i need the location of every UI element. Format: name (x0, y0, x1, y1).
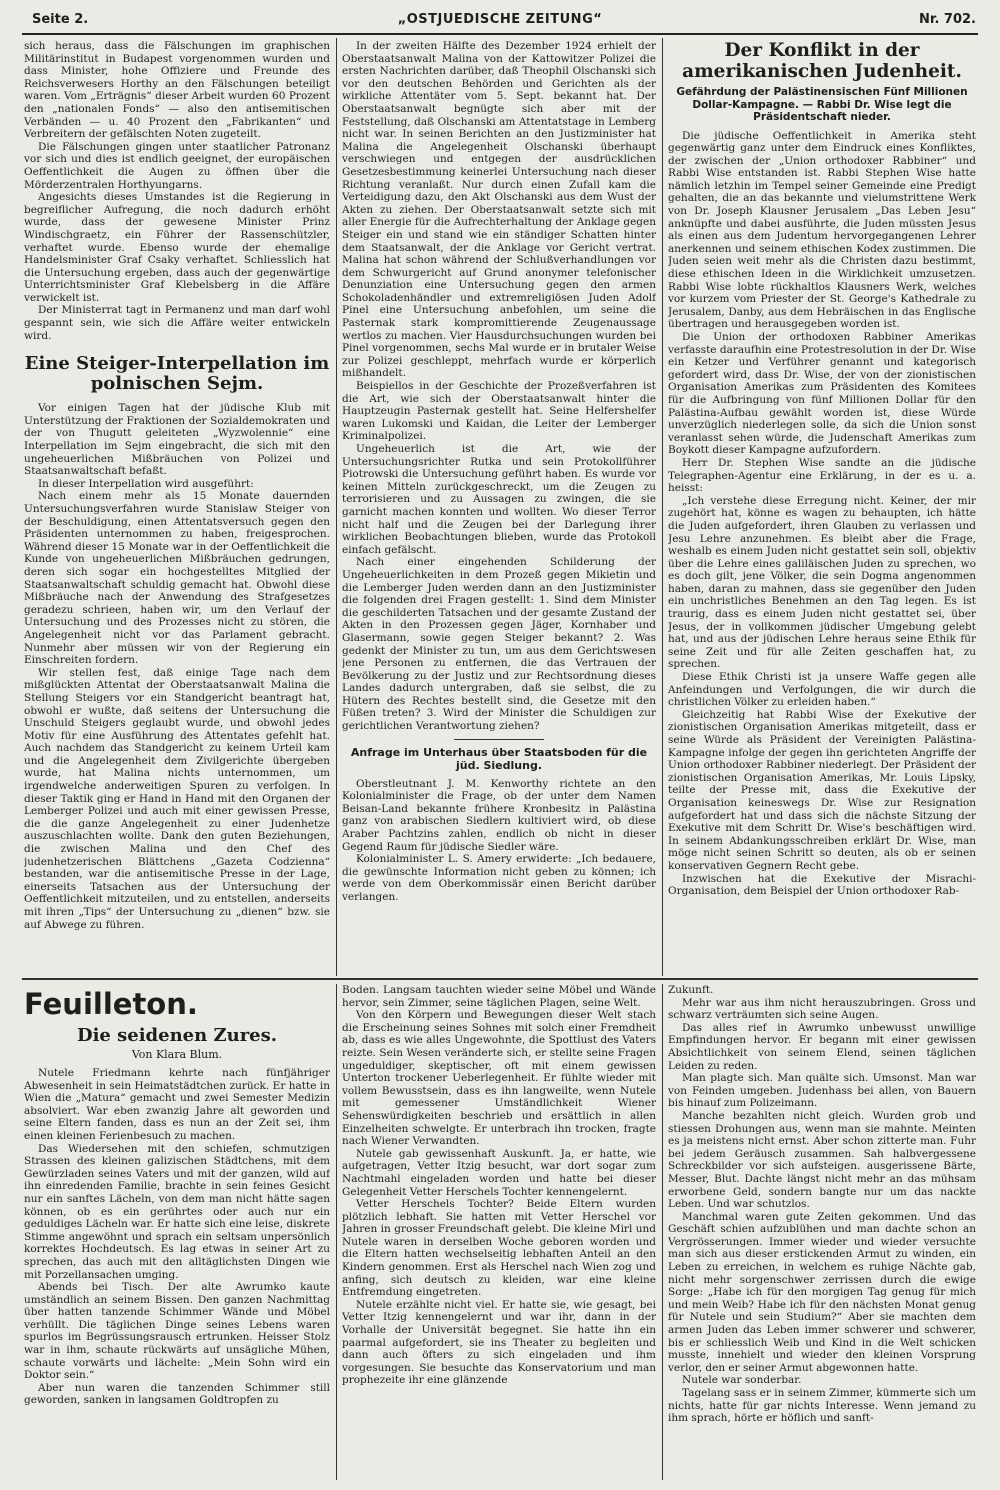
column-divider (662, 984, 663, 1480)
story-author: Von Klara Blum. (131, 1048, 223, 1061)
article-paragraph: Herr Dr. Stephen Wise sandte an die jüdische Telegraphen-Agentur eine Erklärung, in der es u. a. heisst: (668, 456, 976, 495)
article-paragraph: Nach einer eingehenden Schilderung der Ungeheuerlichkeiten in dem Prozeß gegen Mikietin und die Lemberger Juden werden dann an den Justizminister die folgenden drei Fragen gestellt: 1. Sind dem Minister die geschilderten Tatsachen und der gesamte Zustand der Akten in den Prozessen gegen Jäger, Kornhaber und Glasermann, sowie gegen Steiger bekannt? 2. Was gedenkt der Minister zu tun, um aus dem Gerichtswesen jene Personen zu entfernen, die das Vertrauen der Bevölkerung zu der Justiz und zur Rechtsordnung dieses Landes dadurch untergraben, daß sie selbst, die zu Hütern des Rechtes bestellt sind, die Gesetze mit den Füßen treten? 3. Wird der Minister die Schuldigen zur gerichtlichen Verantwortung ziehen? (342, 556, 656, 733)
anfrage-headline: Anfrage im Unterhaus über Staatsboden für die jüd. Siedlung. (350, 745, 648, 772)
article-paragraph: sich heraus, dass die Fälschungen im graphischen Militärinstitut in Budapest vorgenommen wurden und dass Minister, hohe Offiziere und Freunde des Reichsverwesers Horthy an den Fälschungen beteiligt waren. Vom „Erträgnis“ dieser Arbeit wurden 60 Prozent den „nationalen Fonds“ — also den antisemitischen Verbänden — u. 40 Prozent den „Fabrikanten“ und Verbreitern der gefälschten Noten zugeteilt. (24, 40, 330, 141)
column-2-upper (342, 40, 656, 974)
story-paragraph: Von den Körpern und Bewegungen dieser Welt stach die Erscheinung seines Sohnes mit solch einer Fremdheit ab, dass es wie alles Ungewohnte, die Spottlust des Vaters reizte. Sein Wesen veränderte sich, er stellte seine Fragen ungeduldiger, skeptischer, oft mit einem gewissen Unterton trockener Ueberlegenheit. Er fühlte wieder mit vollem Bewusstsein, dass es ihn langweilte, wenn Nutele mit gemessener Umständlichkeit Wiener Sehenswürdigkeiten beschrieb und ersättlich in allen Einzelheiten schwelgte. Er unterbrach ihn trocken, fragte nach Wiener Verwandten. (342, 1009, 656, 1148)
konflikt-headline: Der Konflikt in der amerikanischen Judenheit. (682, 40, 962, 82)
column-1-upper (24, 40, 330, 974)
story-paragraph: Abends bei Tisch. Der alte Awrumko kaute umständlich an seinem Bissen. Den ganzen Nachmittag über hatten tanzende Schimmer Wände und Möbel verhüllt. Die täglichen Dinge seines Lebens waren spurlos im Begrüssungsrausch ertrunken. Heisser Stolz war in ihm, schaute rückwärts auf unsägliche Mühen, schaute vorwärts und lächelte: „Mein Sohn wird ein Doktor sein.“ (24, 1281, 330, 1382)
article-paragraph: Wir stellen fest, daß einige Tage nach dem mißglückten Attentat der Oberstaatsanwalt Malina die Stellung Steigers vor ein Standgericht beantragt hat, obwohl er wußte, daß seitens der Untersuchung die Unschuld Steigers geglaubt wurde, und obwohl jedes Motiv für eine Ausführung des Attentates gefehlt hat. Auch nachdem das Standgericht zu keinem Urteil kam und die Angelegenheit dem Zivilgerichte übergeben wurde, hat Malina nichts unternommen, um irgendwelche anderweitigen Spuren zu verfolgen. In dieser Taktik ging er Hand in Hand mit den Organen der Lemberger Polizei und auch mit einer gewissen Presse, die die ganze Angelegenheit zu einer Judenhetze auszuschlachten wollte. Dank den guten Beziehungen, die zwischen Malina und den Chef des judenhetzerischen Blättchens „Gazeta Codzienna“ bestanden, war die antisemitische Presse in der Lage, einerseits Tatsachen aus der Untersuchung der Oeffentlichkeit mitzuteilen, und zu entstellen, anderseits mit ihren „Tips“ der Untersuchung zu „dienen“ bzw. sie auf Abwege zu führen. (24, 666, 330, 931)
article-paragraph: Angesichts dieses Umstandes ist die Regierung in begreiflicher Aufregung, die noch dadurch erhöht wurde, dass der gewesene Minister Prinz Windischgraetz, ein Führer der Rassenschützler, verhaftet wurde. Ebenso wurde der ehemalige Handelsminister Graf Csaky verhaftet. Schliesslich hat die Untersuchung ergeben, dass auch der gegenwärtige Unterrichtsminister Graf Klebelsberg in die Affäre verwickelt ist. (24, 191, 330, 304)
article-paragraph: Ungeheuerlich ist die Art, wie der Untersuchungsrichter Rutka und sein Protokollführer Piotrowski die Untersuchung geführt haben. Es wurde vor keinen Mitteln zurückgeschreckt, um die Zeugen zu terrorisieren und zu Aussagen zu zwingen, die sie garnicht machen konnten und wollten. Wo dieser Terror nicht half und die Zeugen bei der Darlegung ihrer wirklichen Beobachtungen blieben, wurde das Protokoll einfach gefälscht. (342, 443, 656, 556)
newspaper-title: „OSTJUEDISCHE ZEITUNG“ (397, 12, 603, 27)
story-paragraph: Tagelang sass er in seinem Zimmer, kümmerte sich um nichts, hatte für gar nichts Interesse. Wenn jemand zu ihm sprach, hörte er höflich und sanft- (668, 1387, 976, 1425)
article-paragraph: Inzwischen hat die Exekutive der Misrachi-Organisation, dem Beispiel der Union orthodoxer Rab- (668, 872, 976, 898)
article-paragraph: In der zweiten Hälfte des Dezember 1924 erhielt der Oberstaatsanwalt Malina von der Kattowitzer Polizei die ersten Nachrichten darüber, daß Theophil Olschanski sich vor den deutschen Behörden und Gerichten als der wirkliche Attentäter vom 5. Sept. bekannt hat. Der Oberstaatsanwalt begnügte sich aber mit der Feststellung, daß Olschanski am Attentatstage in Lemberg nicht war. In seinen Berichten an den Justizminister hat Malina die Angelegenheit Olschanski überhaupt verschwiegen und entgegen der ausdrücklichen Gesetzesbestimmung keinerlei Untersuchung nach dieser Richtung veranlaßt. Nur durch einen Zufall kam die Verteidigung dazu, den Akt Olschanski aus dem Wust der Akten zu ziehen. Der Oberstaatsanwalt setzte sich mit aller Energie für die Aufrechterhaltung der Anklage gegen Steiger ein und stand wie ein ständiger Schatten hinter dem Staatsanwalt, der die Anklage vor Gericht vertrat. Malina hat schon während der Schlußverhandlungen vor dem Schwurgericht auf Grund anonymer telefonischer Denunziation eine Untersuchung gegen den armen Schokoladenhändler und extremreligiösen Juden Adolf Pinel eine Untersuchung anbefohlen, um seine die Pasternak stark kompromittierende Zeugenaussage wertlos zu machen. Vier Hausdurchsuchungen wurden bei Pinel vorgenommen, sechs Mal wurde er in brutaler Weise zur Polizei geschleppt, mehrfach wurde er körperlich mißhandelt. (342, 40, 656, 380)
article-paragraph: „Ich verstehe diese Erregung nicht. Keiner, der mir zugehört hat, könne es wagen zu behaupten, ich hätte die Juden aufgefordert, ihren Glauben zu verlassen und Jesu Lehre anzunehmen. Es bleibt aber die Frage, weshalb es einem Juden nicht gestattet sein soll, objektiv über die Lehre eines galiläischen Juden zu sprechen, wo es doch gilt, jene Völker, die sein Dogma angenommen haben, daran zu mahnen, dass sie gegenüber den Juden ein unchristliches Benehmen an den Tag legen. Es ist traurig, dass es einem Juden nicht gestattet sei, über Jesus, der in vollkommen jüdischer Umgebung gelebt hat, und aus der jüdischen Lehre heraus seine Ethik für seine Zeit und für alle Zeiten geschaffen hat, zu sprechen. (668, 494, 976, 671)
story-paragraph: Zukunft. (668, 984, 714, 996)
column-divider (336, 984, 337, 1480)
story-paragraph: Mehr war aus ihm nicht herauszubringen. Gross und schwarz verträumten sich seine Augen. (668, 996, 976, 1022)
column-divider (662, 38, 663, 976)
article-paragraph: Vor einigen Tagen hat der jüdische Klub mit Unterstützung der Fraktionen der Sozialdemokraten und der von Thugutt geleiteten „Wyzwolennie“ eine Interpellation im Sejm eingebracht, die sich mit den ungeheuerlichen Mißbräuchen von Polizei und Staatsanwaltschaft befaßt. (24, 402, 330, 478)
story-paragraph: Nutele war sonderbar. (682, 1374, 802, 1387)
article-paragraph: Die Fälschungen gingen unter staatlicher Patronanz vor sich und dies ist endlich geeignet, der europäischen Oeffentlichkeit die Augen zu öffnen über die Mörderzentralen Horthyungarns. (24, 140, 330, 191)
story-paragraph: Manche bezahlten nicht gleich. Wurden grob und stiessen Drohungen aus, wenn man sie mahnte. Meinten es ja meistens nicht ernst. Aber schon zitterte man. Fuhr bei jedem Geräusch zusammen. Sah halbvergessene Schreckbilder vor sich aufsteigen. ausgerissene Bärte, Messer, Blut. Dachte längst nicht mehr an das mühsam erworbene Geld, sondern bangte nur um das nackte Leben. Und war schutzlos. (668, 1109, 976, 1211)
section-divider (454, 739, 544, 740)
article-paragraph: Beispiellos in der Geschichte der Prozeßverfahren ist die Art, wie sich der Oberstaatsanwalt hinter die Hauptzeugin Pasternak gestellt hat. Seine Helfershelfer waren Lukomski und Kaidan, die Leiter der Lemberger Kriminalpolizei. (342, 380, 656, 443)
feuilleton-rule (22, 978, 978, 980)
column-3-upper (668, 40, 976, 974)
story-paragraph: Nutele gab gewissenhaft Auskunft. Ja, er hatte, wie aufgetragen, Vetter Itzig besucht, war dort sogar zum Nachtmahl eingeladen worden und hatte bei dieser Gelegenheit Vetter Herschels Tochter kennengelernt. (342, 1147, 656, 1198)
story-paragraph: Nutele Friedmann kehrte nach fünfjähriger Abwesenheit in sein Heimatstädtchen zurück. Er hatte in Wien die „Matura“ gemacht und zwei Semester Medizin absolviert. War eben zwanzig Jahre alt geworden und seine Eltern fanden, dass es nun an der Zeit sei, ihm einen kleinen Ferienbesuch zu machen. (24, 1067, 330, 1142)
story-paragraph: Nutele erzählte nicht viel. Er hatte sie, wie gesagt, bei Vetter Itzig kennengelernt und war ihr, dann in der Vorhalle der Universität begegnet. Sie hatte ihn ein paarmal aufgefordert, sie ins Theater zu begleiten und dann auch öfters zu sich eingeladen und ihm vorgesungen. Sie besuchte das Konservatorium und man prophezeite ihr eine glänzende (342, 1298, 656, 1387)
story-paragraph: Das alles rief in Awrumko unbewusst unwillige Empfindungen hervor. Er begann mit einer gewissen Absichtlichkeit von seinem Elend, seinen täglichen Leiden zu reden. (668, 1021, 976, 1072)
feuilleton-column-2 (342, 984, 656, 1480)
story-paragraph: Manchmal waren gute Zeiten gekommen. Und das Geschäft schien aufzublühen und man dachte schon an Vergrösserungen. Immer wieder und wieder versuchte man sich aus dieser erstickenden Armut zu winden, ein Leben zu erreichen, in welchem es ruhige Nächte gab, nicht mehr sorgenschwer zerrissen durch die ewige Sorge: „Habe ich für den morgigen Tag genug für mich und mein Weib? Habe ich für den nächsten Monat genug für Nutele und sein Studium?“ Aber sie machten dem armen Juden das Leben immer schwerer und schwerer, bis er schliesslich Weib und Kind in die Welt schicken musste, innehielt und wieder den kleinen Vorsprung verlor, den er seiner Armut abgewonnen hatte. (668, 1210, 976, 1374)
article-paragraph: Die Union der orthodoxen Rabbiner Amerikas verfasste daraufhin eine Protestresolution in der Dr. Wise ein Ketzer und Verführer genannt und kategorisch gefordert wird, dass Dr. Wise, der von der zionistischen Organisation Amerikas zum Präsidenten des Komitees für die Aufbringung von fünf Millionen Dollar für den Palästina-Aufbau gewählt worden ist, diese Würde unverzüglich niederlegen solle, da sich die Union sonst veranlasst sehen würde, die Judenschaft Amerikas zum Boykott dieser Kampagne aufzufordern. (668, 331, 976, 457)
article-paragraph: Diese Ethik Christi ist ja unsere Waffe gegen alle Anfeindungen und Verfolgungen, die wir durch die christlichen Völker zu erleiden haben.“ (668, 671, 976, 709)
article-paragraph: Nach einem mehr als 15 Monate dauernden Untersuchungsverfahren wurde Stanislaw Steiger von der Beschuldigung, einen Attentatsversuch gegen den Präsidenten unternommen zu haben, freigesprochen. Während dieser 15 Monate war in der Oeffentlichkeit die Kunde von ungeheuerlichen Mißbräuchen gedrungen, deren sich sogar ein hochgestelltes Mitglied der Staatsanwaltschaft schuldig gemacht hat. Obwohl diese Mißbräuche nach der Anwendung des Strafgesetzes geradezu schrieen, haben wir, um den Verlauf der Untersuchung und des Prozesses nicht zu stören, die Angelegenheit nicht vor das Parlament gebracht. Nunmehr aber müssen wir von der Regierung ein Einschreiten fordern. (24, 490, 330, 667)
column-divider (336, 38, 337, 976)
feuilleton-column-3 (668, 984, 976, 1480)
story-paragraph: Boden. Langsam tauchten wieder seine Möbel und Wände hervor, sein Zimmer, seine täglichen Plagen, seine Welt. (342, 984, 656, 1009)
article-paragraph: Kolonialminister L. S. Amery erwiderte: „Ich bedauere, die gewünschte Information nicht geben zu können; ich werde von dem Oberkommissär einen Bericht darüber verlangen. (342, 853, 656, 903)
issue-number: Nr. 702. (919, 12, 976, 27)
story-title: Die seidenen Zures. (76, 1025, 278, 1046)
story-paragraph: Das Wiedersehen mit den schiefen, schmutzigen Strassen des kleinen galizischen Städtchens, mit dem Gewürzladen seines Vaters und mit der ganzen, wild auf ihn einredenden Familie, brachte in sein feines Gesicht nur ein sanftes Lächeln, von dem man nicht hätte sagen können, ob es ein gerührtes oder auch nur ein geduldiges Lächeln war. Er hatte sich eine leise, diskrete Stimme angewöhnt und sprach ein seltsam unpersönlich korrektes Hochdeutsch. Es lag etwas in seiner Art zu sprechen, das auch mit den alltäglichsten Dingen wie mit Porzellansachen umging. (24, 1142, 330, 1281)
header-rule (22, 33, 978, 35)
article-paragraph: In dieser Interpellation wird ausgeführt: (38, 477, 254, 490)
story-paragraph: Aber nun waren die tanzenden Schimmer still geworden, sanken in langsamen Goldtropfen zu (24, 1381, 330, 1407)
story-paragraph: Man plagte sich. Man quälte sich. Umsonst. Man war von Feinden umgeben. Judenhass bei allen, von Bauern bis hinauf zum Polizeimann. (668, 1072, 976, 1110)
page-number: Seite 2. (32, 12, 89, 27)
story-paragraph: Vetter Herschels Tochter? Beide Eltern wurden plötzlich lebhaft. Sie hatten mit Vetter Herschel vor Jahren in grosser Freundschaft gelebt. Die kleine Mirl und Nutele waren in derselben Woche geboren worden und die Eltern hatten wechselseitig lebhaften Anteil an den Kindern genommen. Erst als Herschel nach Wien zog und anfing, sich deutsch zu kleiden, war eine kleine Entfremdung eingetreten. (342, 1198, 656, 1299)
feuilleton-column-1 (24, 984, 330, 1480)
article-paragraph: Der Ministerrat tagt in Permanenz und man darf wohl gespannt sein, wie sich die Affäre weiter entwickeln wird. (24, 304, 330, 342)
article-paragraph: Oberstleutnant J. M. Kenworthy richtete an den Kolonialminister die Frage, ob der unter dem Namen Beisan-Land bekannte frühere Kronbesitz in Palästina ganz von arabischen Siedlern kultiviert wird, ob diese Araber Pachtzins zahlen, endlich ob nicht in dieser Gegend Raum für jüdische Siedler wäre. (342, 777, 656, 853)
interpellation-headline: Eine Steiger-Interpellation im polnischen Sejm. (24, 353, 330, 395)
article-paragraph: Die jüdische Oeffentlichkeit in Amerika steht gegenwärtig ganz unter dem Eindruck eines Konfliktes, der zwischen der „Union orthodoxer Rabbiner“ und Rabbi Wise entstanden ist. Rabbi Stephen Wise hatte nämlich letzhin im Tempel seiner Gemeinde eine Predigt gehalten, die an das bekannte und vielumstrittene Werk von Dr. Joseph Klausner Jerusalem „Das Leben Jesu“ anknüpfte und dabei ausführte, die Juden müssten Jesus als einen aus dem Judentum hervorgegangenen Lehrer anerkennen und seinem ethischen Kodex zustimmen. Die Juden seien weit mehr als die Christen dazu bestimmt, diese ethischen Ideen in die Wirklichkeit umzusetzen. Rabbi Wise lobte rückhaltlos Klausners Werk, welches vor kurzem vom Priester der St. George's Kathedrale zu Jerusalem, Danby, aus dem Hebräischen in das Englische übertragen und herausgegeben worden ist. (668, 129, 976, 331)
konflikt-subheadline: Gefährdung der Palästinensischen Fünf Millionen Dollar-Kampagne. — Rabbi Dr. Wise legt die Präsidentschaft nieder. (676, 86, 968, 123)
article-paragraph: Gleichzeitig hat Rabbi Wise der Exekutive der zionistischen Organisation Amerikas mitgeteilt, dass er seine Würde als Präsident der Vereinigten Palästina-Kampagne infolge der gegen ihn gerichteten Angriffe der Union orthodoxer Rabbiner niederlegt. Der Präsident der zionistischen Organisation Amerikas, Mr. Louis Lipsky, teilte der Presse mit, dass die Exekutive der Organisation keineswegs Dr. Wise zur Resignation aufgefordert hat und dass sich die nächste Sitzung der Exekutive mit dem Schritt Dr. Wise's beschäftigen wird. In seinem Abdankungsschreiben erklärt Dr. Wise, man möge nicht seinen Schritt so deuten, als ob er seinen konservativen Gegnern Recht gebe. (668, 708, 976, 872)
feuilleton-heading: Feuilleton. (24, 987, 198, 1021)
